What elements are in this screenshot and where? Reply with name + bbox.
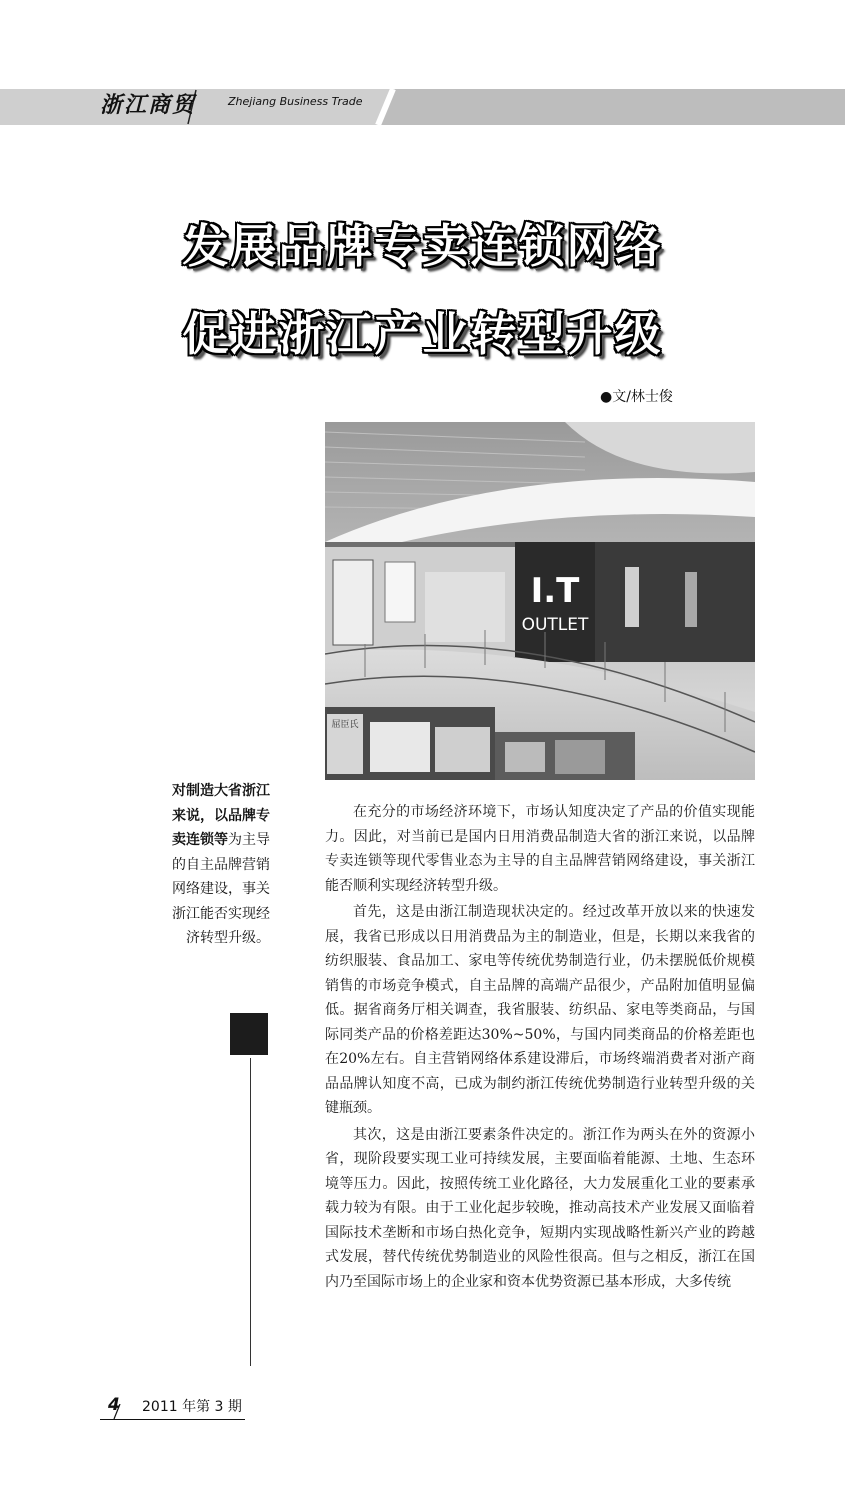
paragraph-1: 在充分的市场经济环境下，市场认知度决定了产品的价值实现能力。因此，对当前已是国内日用消费品制造大省的浙江来说，以品牌专卖连锁等现代零售业态为主导的自主品牌营销网络建设，事关浙江能否顺利实现经济转型升级。	[325, 804, 755, 894]
page-number: 4	[108, 1395, 120, 1415]
pull-quote-bold: 对制造大省浙江来说，以品牌专卖连锁等	[172, 783, 270, 848]
magazine-name: 浙江商贸	[100, 92, 197, 118]
lower-store-sign: 屈臣氏	[331, 720, 359, 730]
decorative-black-box	[230, 1013, 268, 1055]
decorative-vertical-rule	[250, 1058, 251, 1366]
footer-rule	[100, 1419, 245, 1420]
paragraph-2: 首先，这是由浙江制造现状决定的。经过改革开放以来的快速发展，我省已形成以日用消费品为主的制造业，但是，长期以来我省的纺织服装、食品加工、家电等传统优势制造行业，仍未摆脱低价规模销售的市场竞争模式，自主品牌的高端产品很少，产品附加值明显偏低。据省商务厅相关调查，我省服装、纺织品、家电等类商品，与国际同类产品的价格差距达30%~50%，与国内同类商品的价格差距也在20%左右。自主营销网络体系建设滞后，市场终端消费者对浙产商品品牌认知度不高，已成为制约浙江传统优势制造行业转型升级的关键瓶颈。	[325, 904, 755, 1116]
byline: ●文/林士俊	[600, 389, 673, 405]
pull-quote	[160, 779, 270, 951]
magazine-name-en: Zhejiang Business Trade	[228, 95, 363, 108]
store-sign-it: I.T	[530, 571, 580, 611]
article-title-line2: 促进浙江产业转型升级	[182, 307, 663, 361]
paragraph-3: 其次，这是由浙江要素条件决定的。浙江作为两头在外的资源小省，现阶段要实现工业可持续发展，主要面临着能源、土地、生态环境等压力。因此，按照传统工业化路径，大力发展重化工业的要素承载力较为有限。由于工业化起步较晚，推动高技术产业发展又面临着国际技术垄断和市场白热化竞争，短期内实现战略性新兴产业的跨越式发展，替代传统优势制造业的风险性很高。但与之相反，浙江在国内乃至国际市场上的企业家和资本优势资源已基本形成，大多传统	[325, 1126, 755, 1290]
mall-photo	[325, 422, 755, 780]
pull-quote-rest: 为主导的自主品牌营销网络建设，事关浙江能否实现经济转型升级。	[172, 832, 270, 946]
mall-interior-image	[325, 422, 755, 780]
store-sign-outlet: OUTLET	[521, 615, 589, 635]
article-title-line1: 发展品牌专卖连锁网络	[182, 219, 663, 273]
issue-label: 2011 年第 3 期	[142, 1399, 242, 1415]
article-body	[325, 800, 755, 1296]
